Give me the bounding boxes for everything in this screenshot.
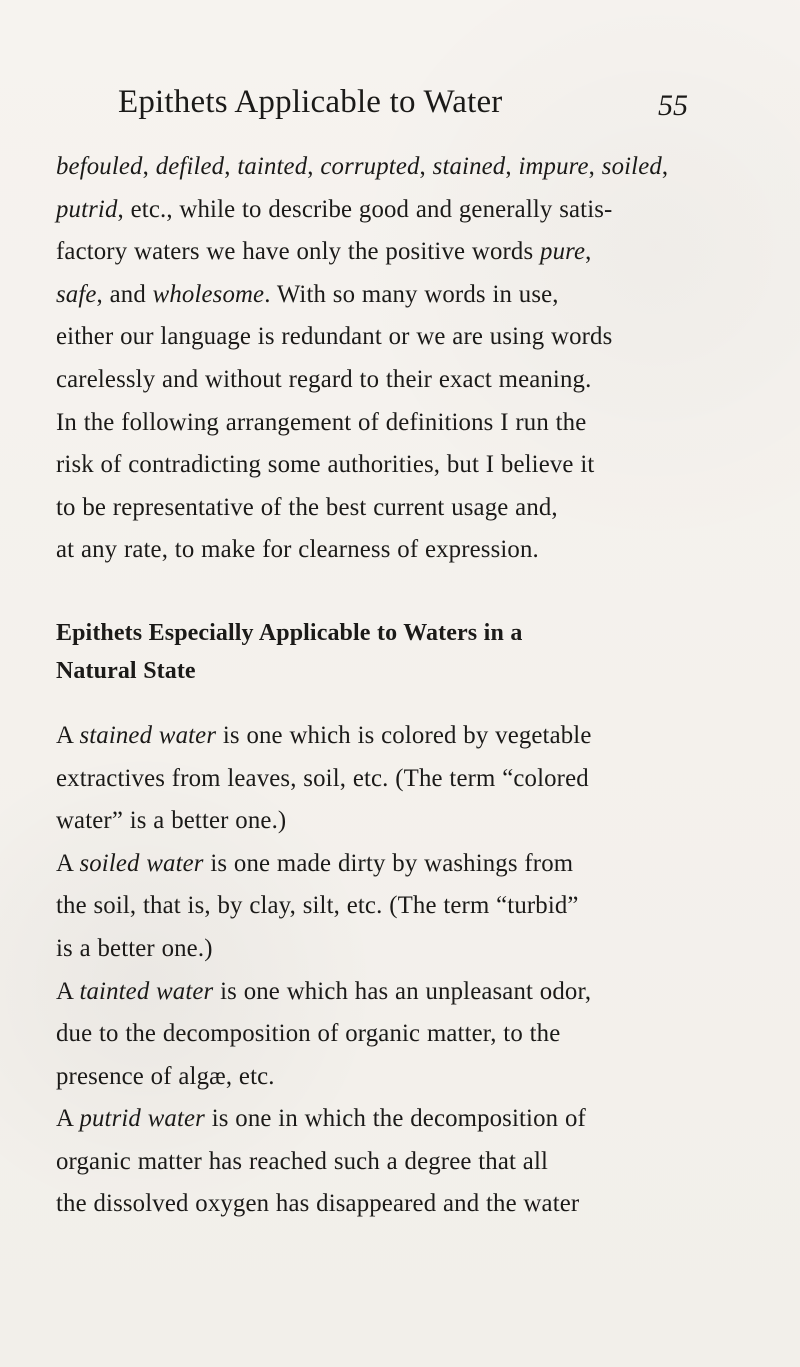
text-line: water” is a better one.) <box>56 807 287 835</box>
text-line: A soiled water is one made dirty by washings from <box>56 849 574 877</box>
page-number: 55 <box>658 89 688 122</box>
definition-stained-water <box>56 715 742 843</box>
body-text <box>56 146 742 1226</box>
text-line: putrid, etc., while to describe good and generally satis- <box>56 195 613 223</box>
text-line: the dissolved oxygen has disappeared and the water <box>56 1190 580 1218</box>
text-line: In the following arrangement of definitions I run the <box>56 408 587 436</box>
text-line: A putrid water is one in which the decomposition of <box>56 1105 586 1133</box>
text-line: due to the decomposition of organic matter, to the <box>56 1020 561 1048</box>
definition-putrid-water <box>56 1098 742 1226</box>
text-line: safe, and wholesome. With so many words in use, <box>56 280 559 308</box>
text-line: factory waters we have only the positive words pure, <box>56 238 592 266</box>
text-line: befouled, defiled, tainted, corrupted, stained, impure, soiled, <box>56 153 669 180</box>
text-line: the soil, that is, by clay, silt, etc. (The term “turbid” <box>56 892 579 920</box>
text-line: A stained water is one which is colored by vegetable <box>56 721 592 749</box>
text-line: either our language is redundant or we are using words <box>56 323 613 351</box>
section-heading-line: Natural State <box>56 657 196 684</box>
running-title: Epithets Applicable to Water <box>118 84 503 120</box>
text-line: carelessly and without regard to their exact meaning. <box>56 365 592 393</box>
text-line: at any rate, to make for clearness of expression. <box>56 536 539 564</box>
definition-soiled-water <box>56 843 742 971</box>
text-line: to be representative of the best current usage and, <box>56 493 558 521</box>
text-line: presence of algæ, etc. <box>56 1062 275 1090</box>
intro-paragraph <box>56 146 742 572</box>
text-line: organic matter has reached such a degree that all <box>56 1147 549 1175</box>
definition-tainted-water <box>56 971 742 1099</box>
running-head <box>118 86 688 136</box>
section-heading-line: Epithets Especially Applicable to Waters in a <box>56 619 523 646</box>
text-line: A tainted water is one which has an unpleasant odor, <box>56 977 592 1005</box>
text-line: extractives from leaves, soil, etc. (The term “colored <box>56 764 589 792</box>
text-line: is a better one.) <box>56 934 213 962</box>
text-line: risk of contradicting some authorities, but I believe it <box>56 451 595 479</box>
section-heading <box>56 614 742 690</box>
